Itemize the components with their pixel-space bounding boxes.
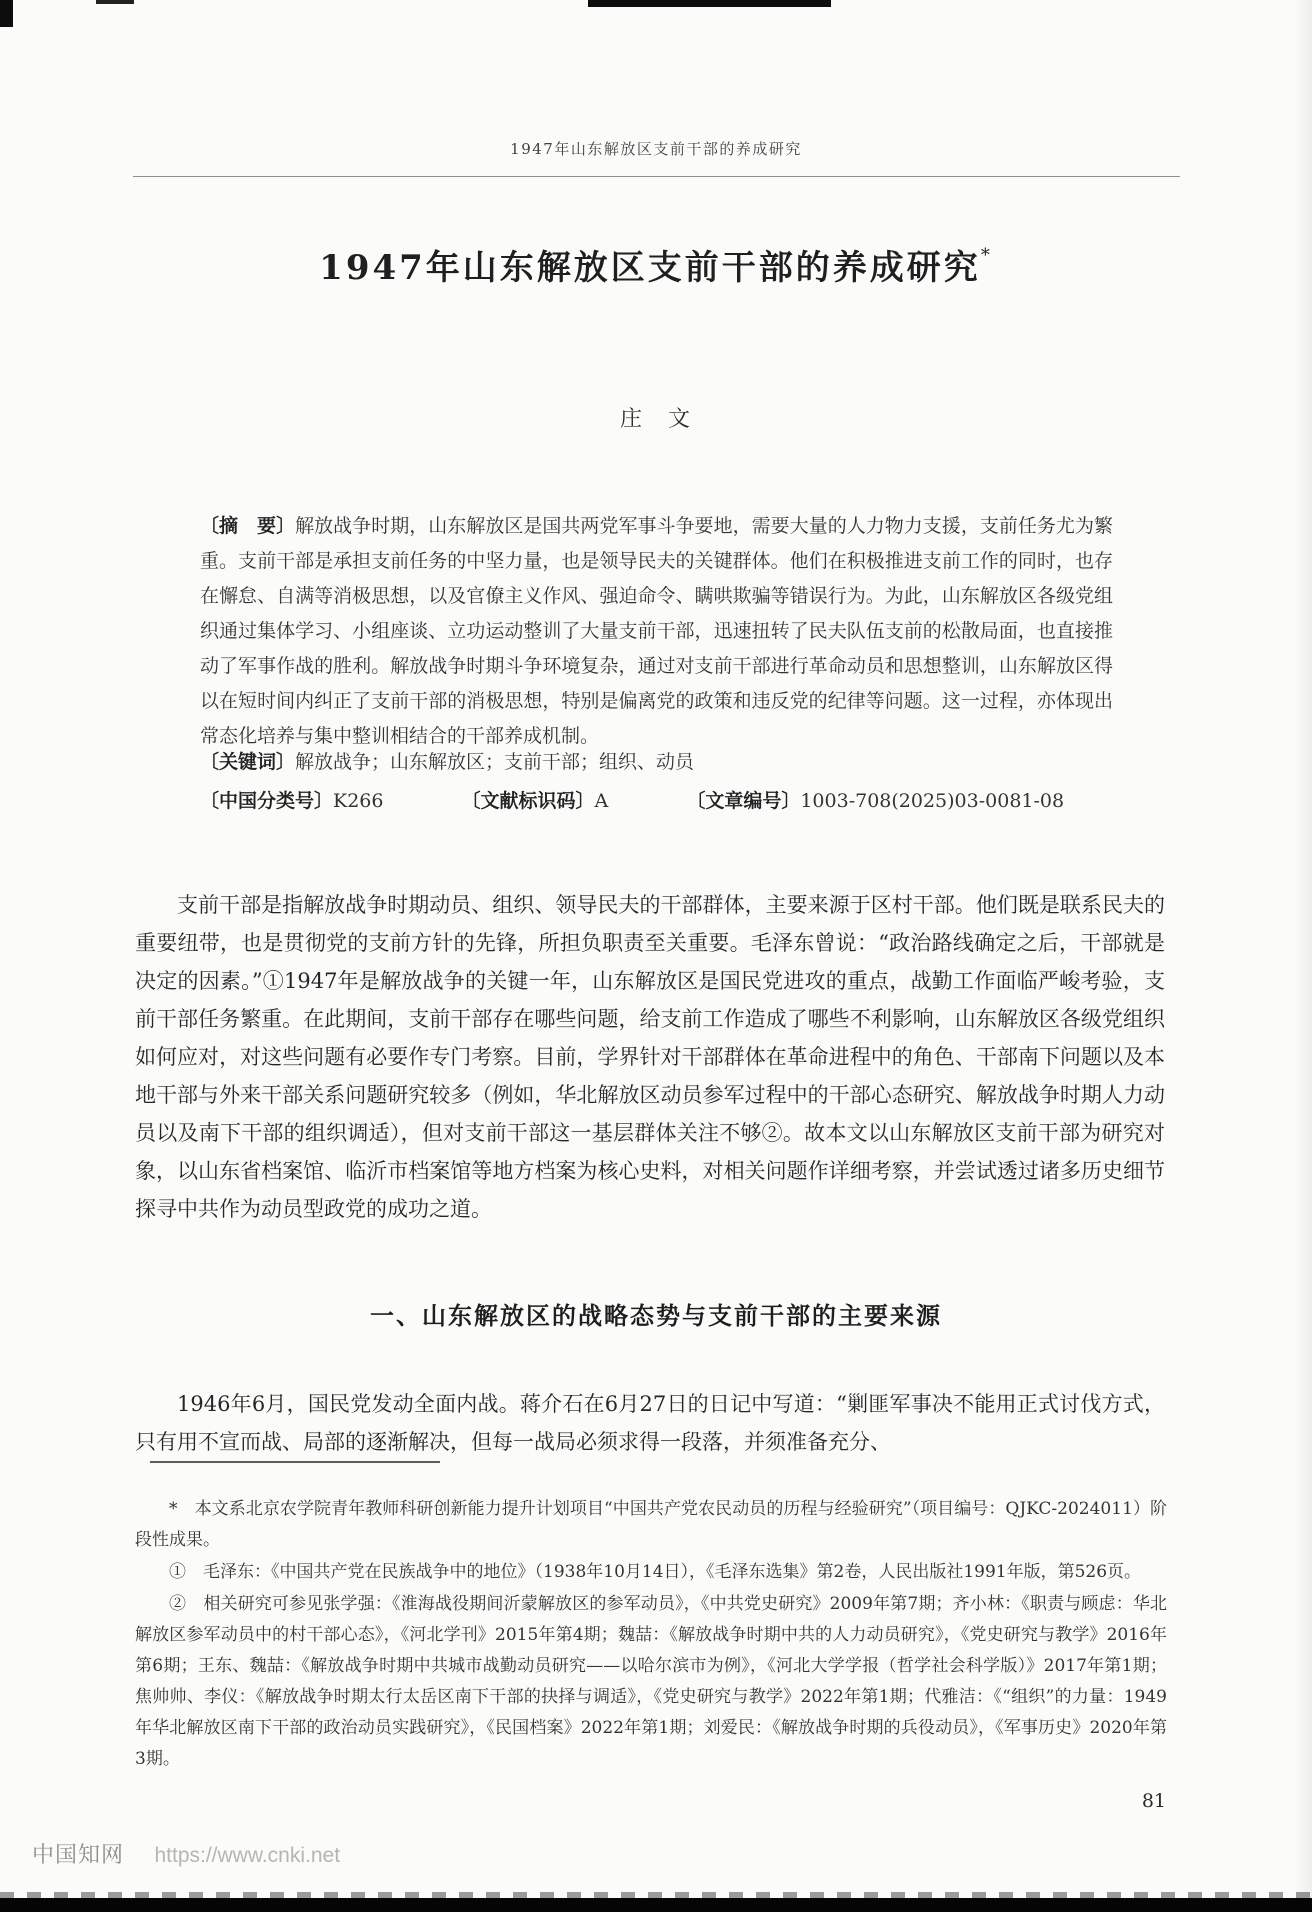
footnote-item	[135, 1589, 1167, 1775]
footnote-marker: ①	[169, 1562, 186, 1582]
cnki-brand: 中国知网	[32, 1842, 125, 1867]
footnote-text: 毛泽东：《中国共产党在民族战争中的地位》（1938年10月14日），《毛泽东选集》第2卷，人民出版社1991年版，第526页。	[203, 1562, 1142, 1582]
footnote-separator	[150, 1461, 440, 1463]
keywords-label: 〔关键词〕	[200, 751, 296, 773]
cnki-watermark	[32, 1838, 340, 1869]
author-name: 庄 文	[619, 407, 692, 432]
article-id-value: 1003-708(2025)03-0081-08	[800, 790, 1065, 812]
clc-value: K266	[333, 790, 384, 812]
abstract-text: 解放战争时期，山东解放区是国共两党军事斗争要地，需要大量的人力物力支援，支前任务尤为繁重。支前干部是承担支前任务的中坚力量，也是领导民夫的关键群体。他们在积极推进支前工作的同时，也存在懈怠、自满等消极思想，以及官僚主义作风、强迫命令、瞒哄欺骗等错误行为。为此，山东解放区各级党组织通过集体学习、小组座谈、立功运动整训了大量支前干部，迅速扭转了民夫队伍支前的松散局面，也直接推动了军事作战的胜利。解放战争时期斗争环境复杂，通过对支前干部进行革命动员和思想整训，山东解放区得以在短时间内纠正了支前干部的消极思想，特别是偏离党的政策和违反党的纪律等问题。这一过程，亦体现出常态化培养与集中整训相结合的干部养成机制。	[200, 515, 1113, 747]
scan-artifact-top-strip	[588, 0, 831, 7]
cnki-url: https://www.cnki.net	[154, 1844, 341, 1867]
footnote-text: 相关研究可参见张学强：《淮海战役期间沂蒙解放区的参军动员》，《中共党史研究》2009年第7期；齐小林：《职责与顾虑：华北解放区参军动员中的村干部心态》，《河北学刊》2015年第4期；魏喆：《解放战争时期中共的人力动员研究》，《党史研究与教学》2016年第6期；王东、魏喆：《解放战争时期中共城市战勤动员研究——以哈尔滨市为例》，《河北大学学报（哲学社会科学版）》2017年第1期；焦帅帅、李仪：《解放战争时期太行太岳区南下干部的抉择与调适》，《党史研究与教学》2022年第1期；代雅洁：《“组织”的力量：1949年华北解放区南下干部的政治动员实践研究》，《民国档案》2022年第1期；刘爱民：《解放战争时期的兵役动员》，《军事历史》2020年第3期。	[135, 1594, 1168, 1769]
page-number: 81	[1141, 1790, 1166, 1812]
keywords-line	[200, 747, 1113, 774]
scan-artifact-top-left	[0, 0, 13, 27]
doc-code-value: A	[594, 790, 609, 812]
footnote-marker: ②	[169, 1594, 187, 1614]
footnote-marker: *	[169, 1499, 178, 1519]
article-id-segment	[686, 786, 1064, 813]
abstract-label: 〔摘 要〕	[200, 515, 296, 537]
classification-line	[200, 786, 1140, 813]
doc-code-segment	[462, 786, 609, 813]
scan-bottom-bar	[0, 1898, 1312, 1912]
header-rule	[133, 176, 1180, 177]
footnote-text: 本文系北京农学院青年教师科研创新能力提升计划项目“中国共产党农民动员的历程与经验研究”（项目编号：QJKC-2024011）阶段性成果。	[135, 1499, 1168, 1550]
body-paragraph-2: 1946年6月，国民党发动全面内战。蒋介石在6月27日的日记中写道：“剿匪军事决不能用正式讨伐方式，只有用不宣而战、局部的逐渐解决，但每一战局必须求得一段落，并须准备充分、	[135, 1392, 1165, 1454]
clc-segment	[200, 786, 383, 813]
abstract-block	[200, 509, 1113, 754]
keywords-text: 解放战争；山东解放区；支前干部；组织、动员	[295, 751, 695, 773]
article-id-label: 〔文章编号〕	[686, 790, 801, 812]
article-title-text: 1947年山东解放区支前干部的养成研究	[319, 248, 981, 288]
clc-label: 〔中国分类号〕	[200, 790, 334, 812]
article-title	[0, 240, 1312, 289]
scan-artifact-top-dot	[96, 0, 134, 4]
footnotes-block	[135, 1494, 1167, 1776]
footnote-item	[135, 1494, 1167, 1556]
footnote-item	[135, 1557, 1167, 1588]
abstract-paragraph	[200, 509, 1113, 754]
section-heading: 一、山东解放区的战略态势与支前干部的主要来源	[370, 1301, 942, 1330]
body-paragraph-1: 支前干部是指解放战争时期动员、组织、领导民夫的干部群体，主要来源于区村干部。他们既是联系民夫的重要纽带，也是贯彻党的支前方针的先锋，所担负职责至关重要。毛泽东曾说：“政治路线确定之后，干部就是决定的因素。”①1947年是解放战争的关键一年，山东解放区是国民党进攻的重点，战勤工作面临严峻考验，支前干部任务繁重。在此期间，支前干部存在哪些问题，给支前工作造成了哪些不利影响，山东解放区各级党组织如何应对，对这些问题有必要作专门考察。目前，学界针对干部群体在革命进程中的角色、干部南下问题以及本地干部与外来干部关系问题研究较多（例如，华北解放区动员参军过程中的干部心态研究、解放战争时期人力动员以及南下干部的组织调适），但对支前干部这一基层群体关注不够②。故本文以山东解放区支前干部为研究对象，以山东省档案馆、临沂市档案馆等地方档案为核心史料，对相关问题作详细考察，并尝试透过诸多历史细节探寻中共作为动员型政党的成功之道。	[135, 893, 1165, 1221]
title-footnote-mark: *	[980, 245, 993, 266]
doc-code-label: 〔文献标识码〕	[461, 790, 595, 812]
running-header: 1947年山东解放区支前干部的养成研究	[510, 140, 802, 158]
